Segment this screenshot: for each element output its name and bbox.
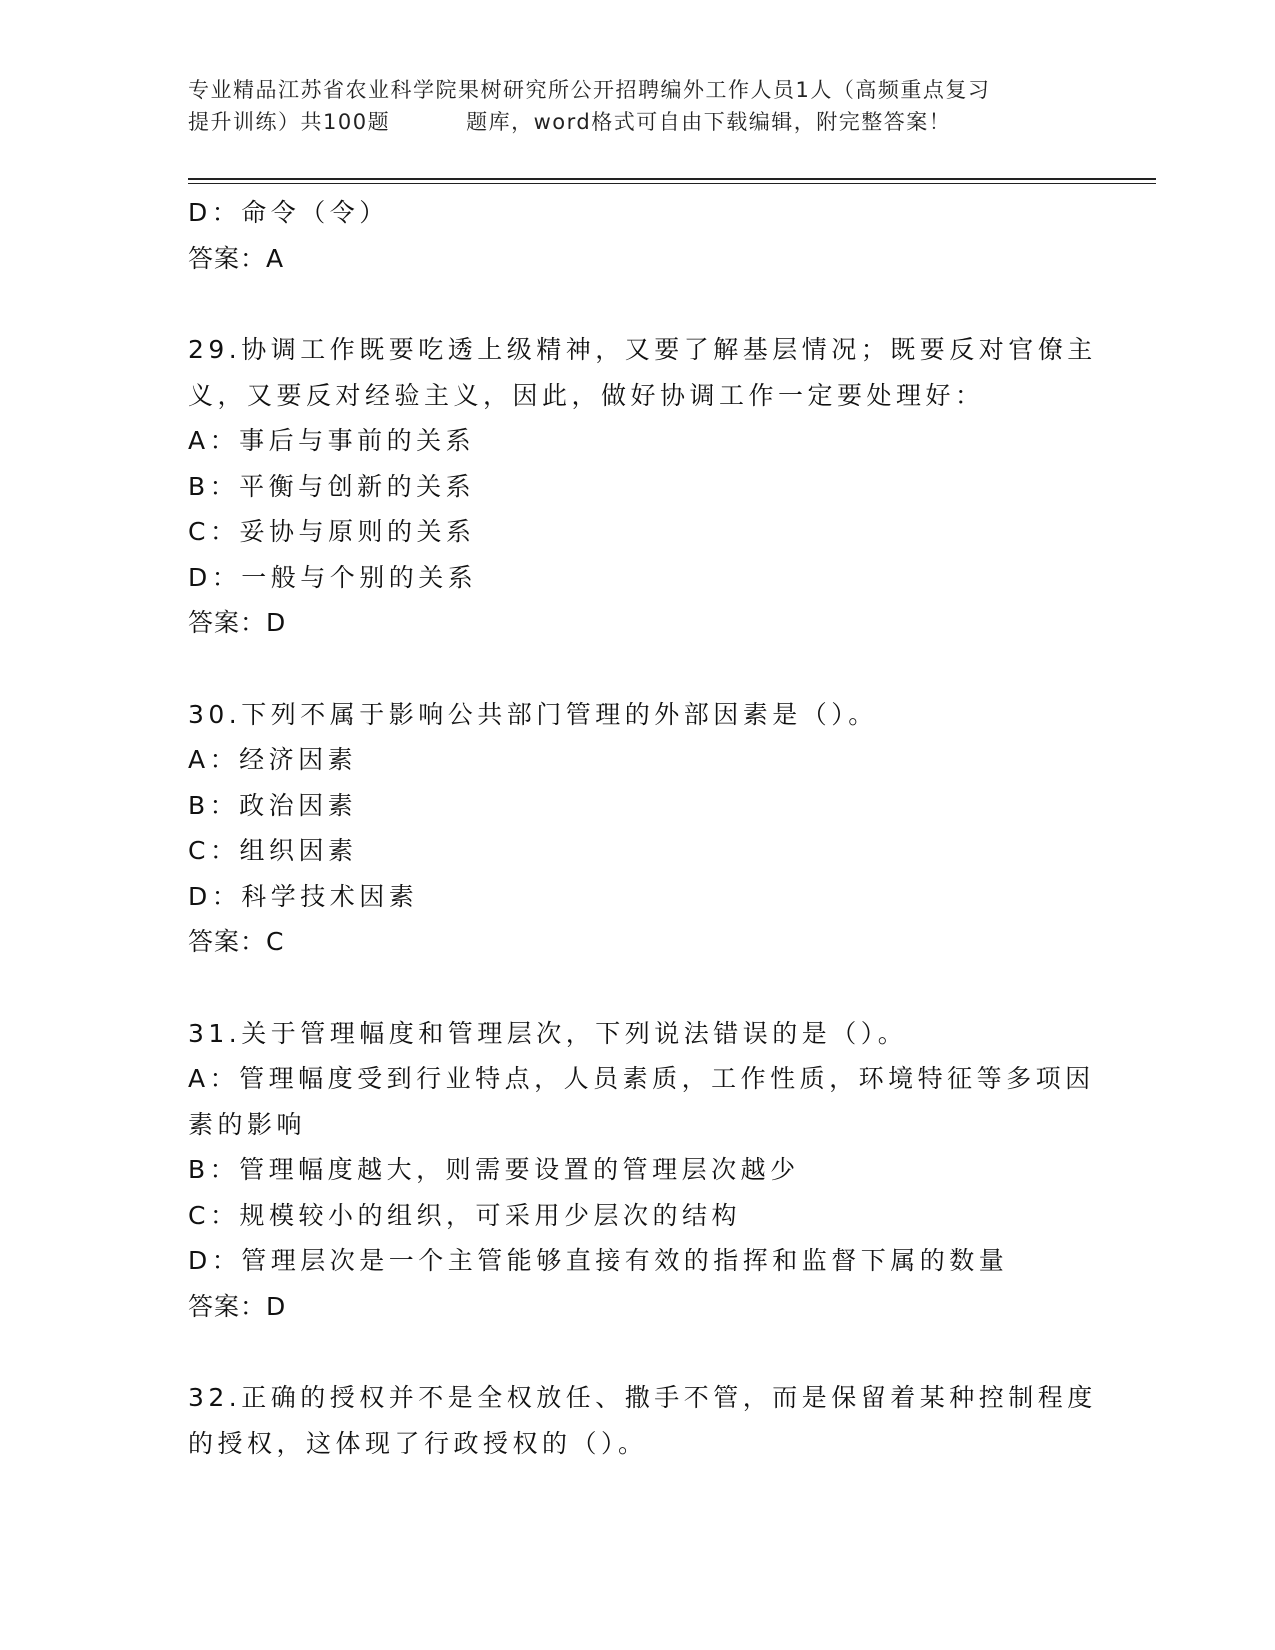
question-text-line: 30.下列不属于影响公共部门管理的外部因素是（）。: [188, 699, 878, 729]
answer-value: D: [266, 1291, 286, 1321]
answer-label: 答案：: [188, 927, 267, 956]
question-text-line: 29.协调工作既要吃透上级精神，又要了解基层情况；既要反对官僚主: [188, 335, 1097, 364]
option-c: C：组织因素: [188, 836, 358, 865]
option-d: D：命令（令）: [188, 198, 389, 227]
answer-line: [188, 1284, 1088, 1330]
header-title-line-2: [188, 106, 1088, 138]
answer-label: 答案：: [188, 1291, 267, 1321]
question-text-line: 32.正确的授权并不是全权放任、撒手不管，而是保留着某种控制程度: [188, 1383, 1097, 1412]
option-a: A：经济因素: [188, 745, 358, 774]
question-29: [188, 327, 1097, 646]
header-divider-thin: [188, 183, 1156, 184]
option-d: D：一般与个别的关系: [188, 562, 478, 592]
option-c: C：妥协与原则的关系: [188, 517, 476, 546]
answer-value: A: [266, 243, 284, 273]
answer-value: C: [266, 927, 284, 956]
option-a-continued: 素的影响: [188, 1109, 307, 1139]
answer-label: 答案：: [188, 243, 267, 273]
header-title-line-1: 专业精品江苏省农业科学院果树研究所公开招聘编外工作人员1人（高频重点复习: [188, 78, 991, 102]
option-b: B：政治因素: [188, 790, 358, 820]
question-30: [188, 692, 1088, 965]
answer-line: [188, 600, 1088, 646]
answer-line: [188, 919, 1088, 965]
question-text-line: 31.关于管理幅度和管理层次，下列说法错误的是（）。: [188, 1018, 908, 1048]
answer-value: D: [266, 608, 286, 637]
option-d: D：科学技术因素: [188, 881, 419, 911]
option-c: C：规模较小的组织，可采用少层次的结构: [188, 1200, 741, 1230]
answer-label: 答案：: [188, 608, 267, 637]
question-text-line: 的授权，这体现了行政授权的（）。: [188, 1428, 648, 1458]
option-b: B：管理幅度越大，则需要设置的管理层次越少: [188, 1155, 800, 1184]
question-32: [188, 1375, 1097, 1466]
question-28-tail: [188, 190, 1088, 281]
option-d: D：管理层次是一个主管能够直接有效的指挥和监督下属的数量: [188, 1246, 1009, 1275]
question-text-line: 义，又要反对经验主义，因此，做好协调工作一定要处理好：: [188, 380, 985, 410]
option-a: A：管理幅度受到行业特点，人员素质，工作性质，环境特征等多项因: [188, 1064, 1095, 1093]
header-title-line-2-part-1: 提升训练）共100题: [188, 110, 391, 134]
question-list: [188, 190, 1097, 1466]
question-31: [188, 1011, 1095, 1330]
header-title-line-2-part-2: 题库，word格式可自由下载编辑，附完整答案！: [466, 110, 952, 134]
header-divider-thick: [188, 178, 1156, 180]
page-header: [188, 74, 1088, 138]
answer-line: [188, 236, 1088, 282]
option-b: B：平衡与创新的关系: [188, 471, 476, 501]
option-a: A：事后与事前的关系: [188, 426, 476, 455]
